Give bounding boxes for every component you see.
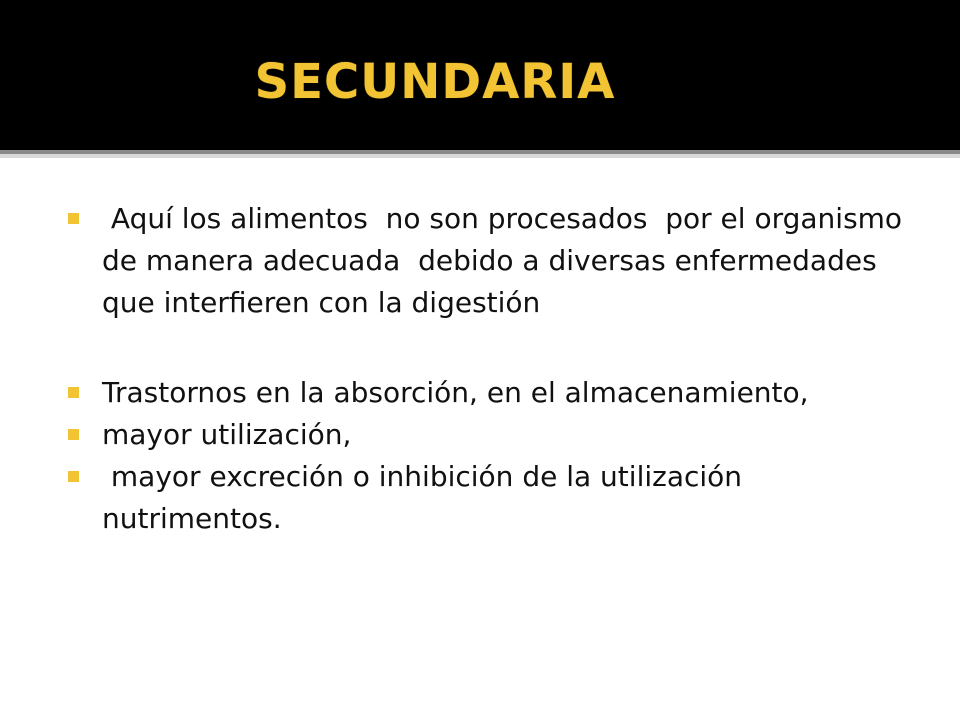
slide-content	[0, 158, 960, 720]
square-bullet-icon	[68, 429, 79, 440]
bullet-list	[64, 198, 911, 540]
bullet-text: Trastornos en la absorción, en el almacenamiento,	[102, 376, 809, 409]
bullet-item	[64, 198, 911, 324]
square-bullet-icon	[68, 471, 79, 482]
square-bullet-icon	[68, 213, 79, 224]
square-bullet-icon	[68, 387, 79, 398]
bullet-item	[64, 456, 904, 540]
slide-title: SECUNDARIA	[254, 54, 616, 110]
bullet-item	[64, 372, 904, 414]
bullet-text: Aquí los alimentos no son procesados por el organismo de manera adecuada debido a diversas enfermedades que interfieren con la digestión	[102, 202, 911, 319]
title-bar	[0, 0, 960, 150]
bullet-item	[64, 414, 904, 456]
bullet-text: mayor excreción o inhibición de la utilización nutrimentos.	[102, 460, 751, 535]
bullet-text: mayor utilización,	[102, 418, 352, 451]
